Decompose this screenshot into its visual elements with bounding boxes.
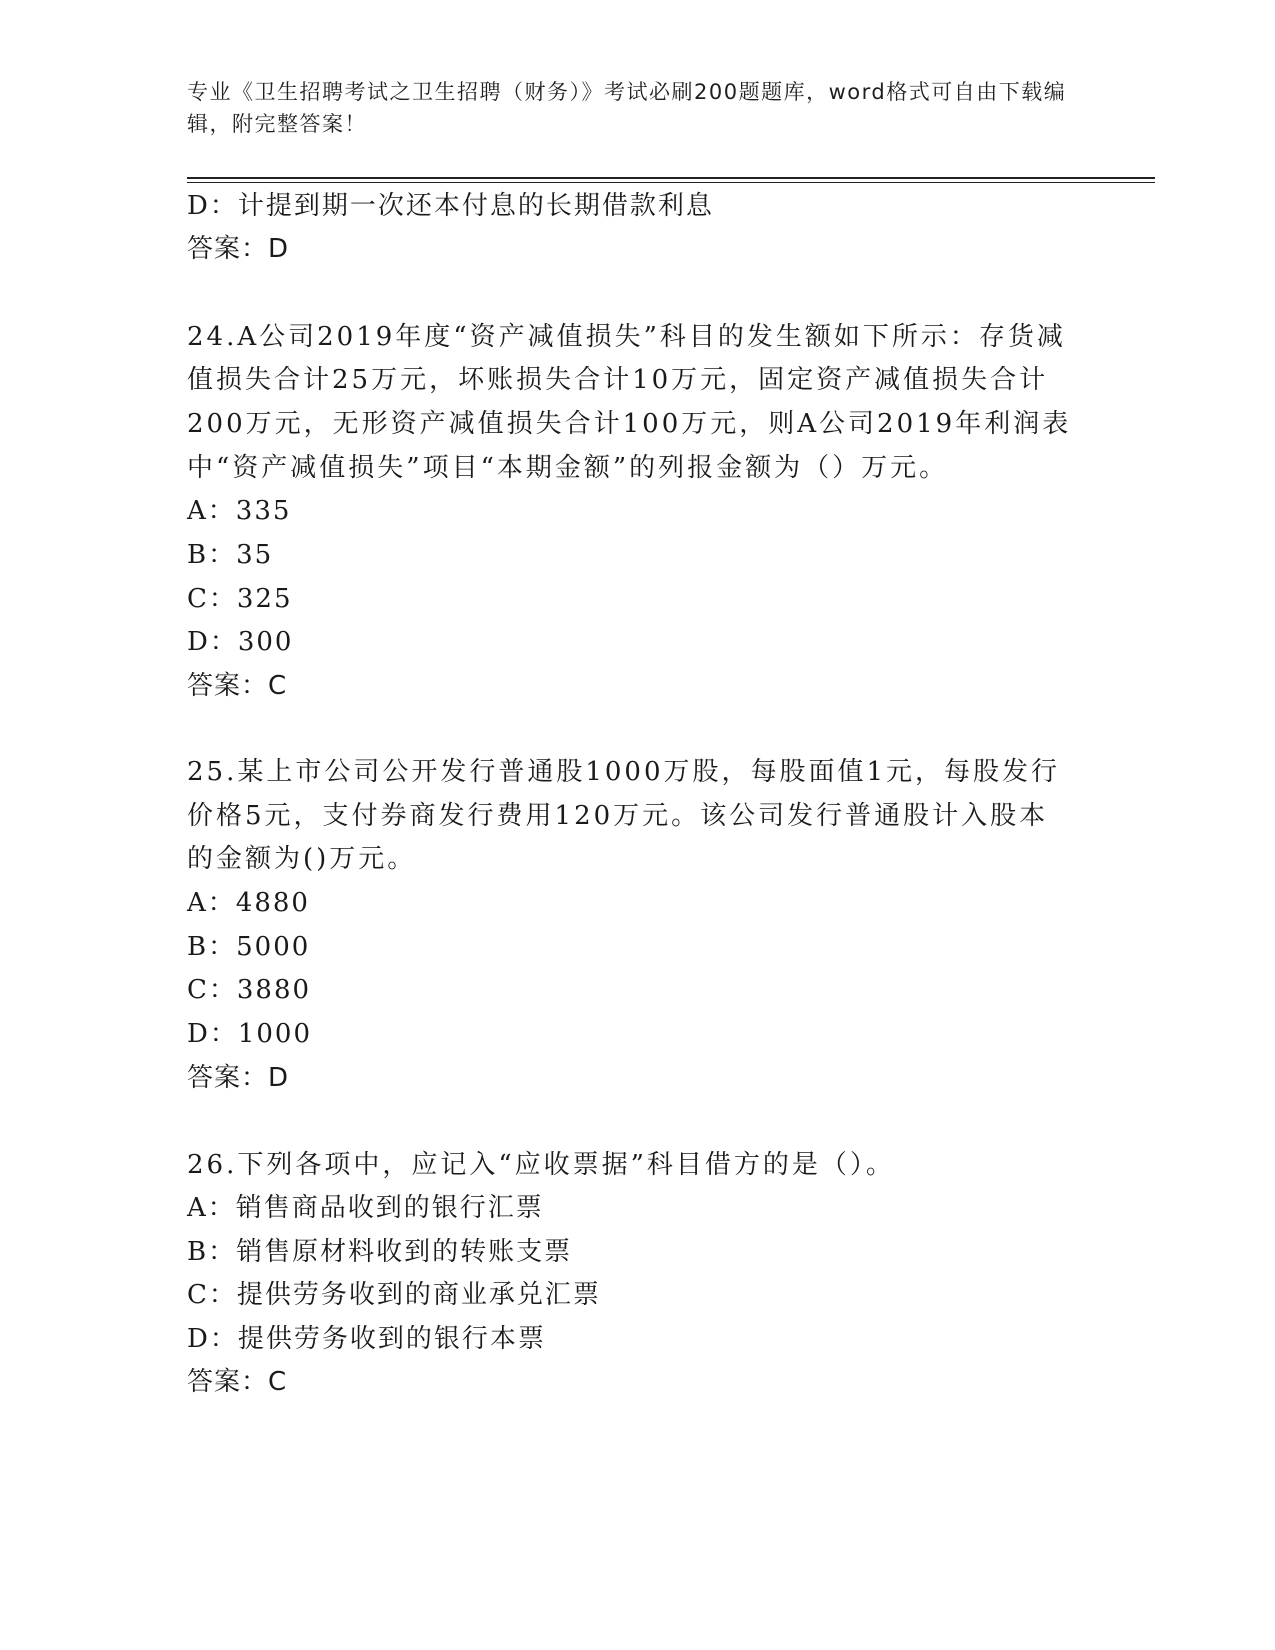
q26-answer: 答案：C: [187, 1367, 288, 1397]
q24-answer: 答案：C: [187, 671, 288, 701]
q26-option-d: D：提供劳务收到的银行本票: [187, 1324, 546, 1354]
header-divider-thick: [187, 177, 1155, 179]
q24-option-a: A：335: [187, 496, 292, 526]
q25-option-c: C：3880: [187, 975, 312, 1005]
q25-option-b: B：5000: [187, 932, 311, 962]
carryover-answer: 答案：D: [187, 234, 290, 264]
q25-stem-line-1: 25.某上市公司公开发行普通股1000万股，每股面值1元，每股发行: [187, 757, 1061, 787]
q26-option-a: A：销售商品收到的银行汇票: [187, 1193, 544, 1223]
q25-stem-line-3: 的金额为()万元。: [187, 844, 417, 874]
carryover-option-d: D：计提到期一次还本付息的长期借款利息: [187, 191, 714, 221]
q25-option-d: D：1000: [187, 1019, 313, 1049]
q24-option-b: B：35: [187, 540, 274, 570]
q24-option-c: C：325: [187, 584, 293, 614]
q26-option-c: C：提供劳务收到的商业承兑汇票: [187, 1280, 601, 1310]
q26-stem-line-1: 26.下列各项中，应记入“应收票据”科目借方的是（）。: [187, 1150, 895, 1180]
q25-stem-line-2: 价格5元，支付券商发行费用120万元。该公司发行普通股计入股本: [187, 801, 1049, 831]
q24-option-d: D：300: [187, 627, 294, 657]
header-divider-thin: [187, 182, 1155, 183]
q24-stem-line-1: 24.A公司2019年度“资产减值损失”科目的发生额如下所示：存货减: [187, 322, 1066, 352]
q25-option-a: A：4880: [187, 888, 310, 918]
q24-stem-line-4: 中“资产减值损失”项目“本期金额”的列报金额为（）万元。: [187, 453, 949, 483]
q24-stem-line-2: 值损失合计25万元，坏账损失合计10万元，固定资产减值损失合计: [187, 365, 1049, 395]
q26-option-b: B：销售原材料收到的转账支票: [187, 1237, 573, 1267]
q24-stem-line-3: 200万元，无形资产减值损失合计100万元，则A公司2019年利润表: [187, 409, 1072, 439]
document-header: 专业《卫生招聘考试之卫生招聘（财务）》考试必刷200题题库，word格式可自由下载编辑，附完整答案！: [187, 80, 1067, 136]
q25-answer: 答案：D: [187, 1063, 290, 1093]
